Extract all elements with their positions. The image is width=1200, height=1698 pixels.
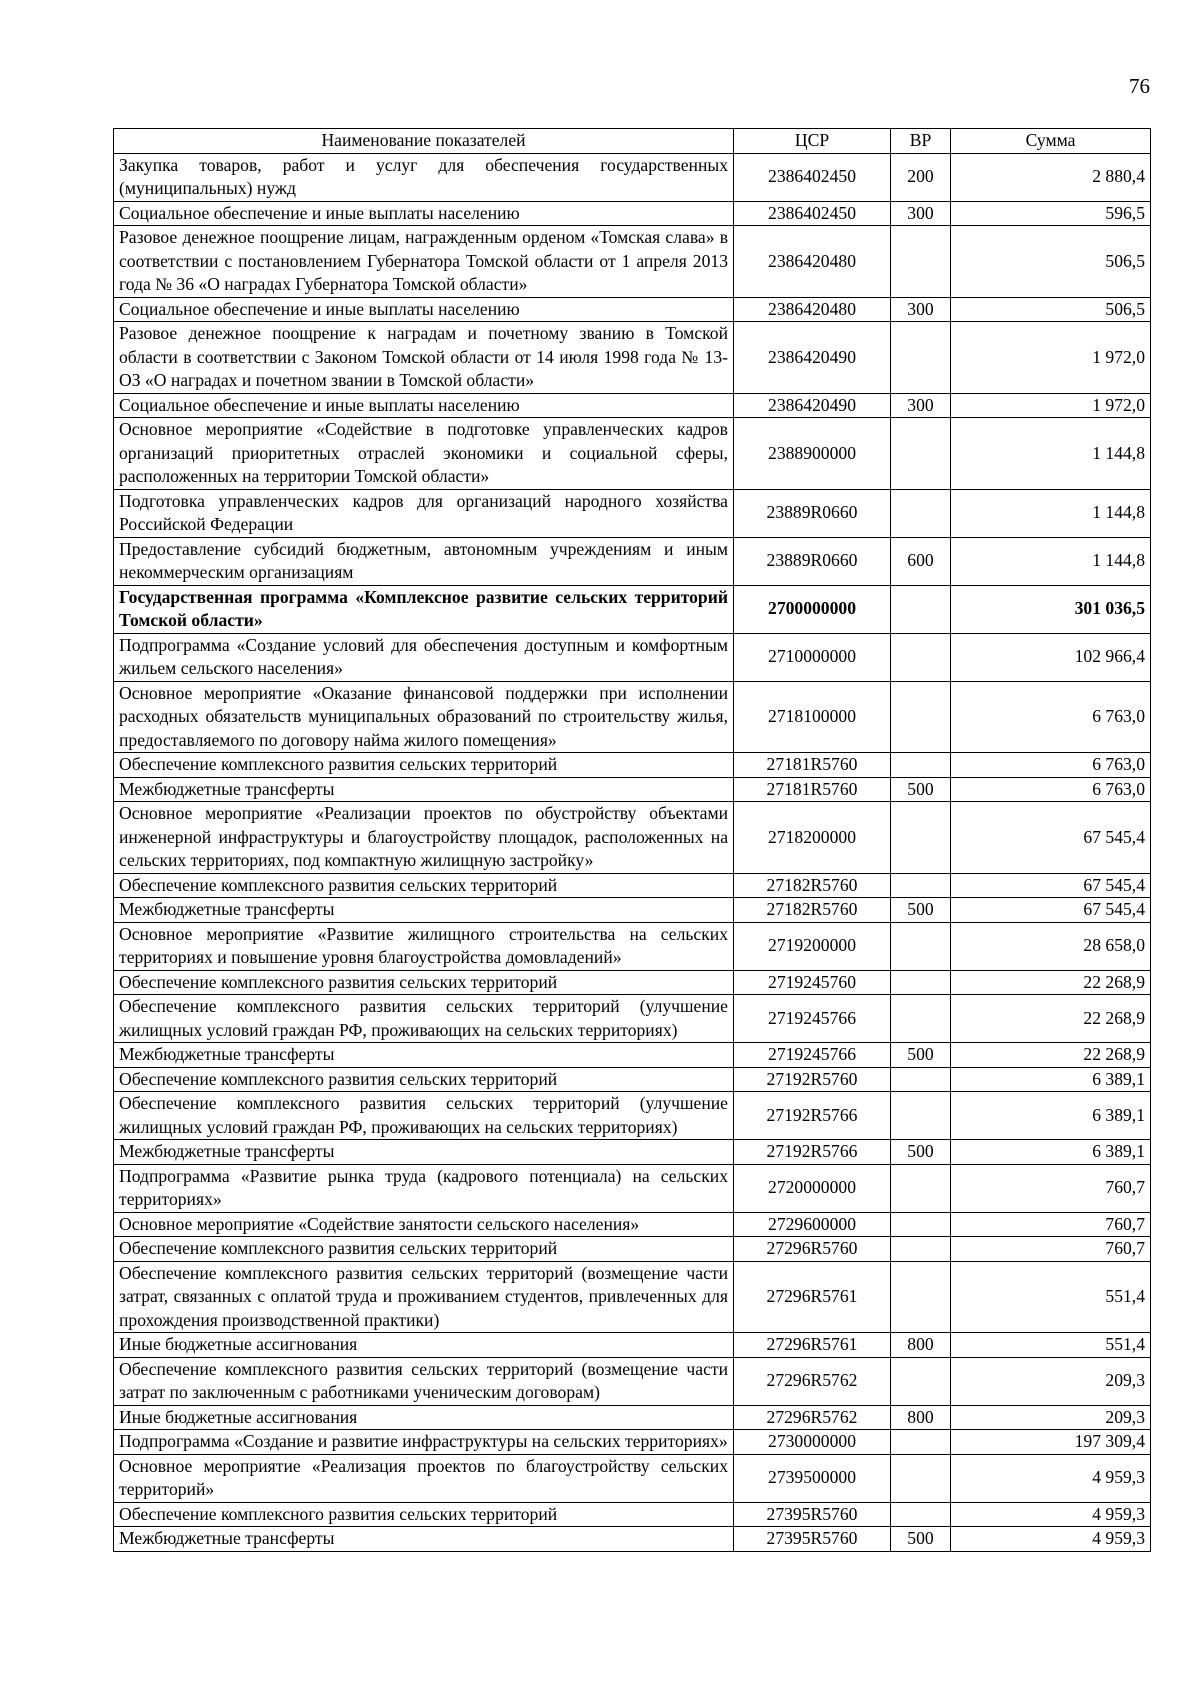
table-row: [114, 1357, 1151, 1405]
cell-sum: 6 389,1: [951, 1067, 1151, 1092]
cell-vr: [891, 1502, 951, 1527]
cell-sum: 67 545,4: [951, 802, 1151, 874]
cell-csr: 27181R5760: [734, 777, 891, 802]
cell-csr: 27192R5760: [734, 1067, 891, 1092]
cell-name: Обеспечение комплексного развития сельских территорий: [114, 1067, 734, 1092]
cell-name: Закупка товаров, работ и услуг для обеспечения государственных (муниципальных) нужд: [114, 153, 734, 201]
table-row: [114, 898, 1151, 923]
cell-name: Обеспечение комплексного развития сельских территорий (улучшение жилищных условий граждан РФ, проживающих на сельских территориях): [114, 1092, 734, 1140]
cell-vr: [891, 489, 951, 537]
cell-vr: [891, 681, 951, 753]
cell-vr: 500: [891, 1140, 951, 1165]
cell-sum: 28 658,0: [951, 922, 1151, 970]
header-csr: ЦСР: [734, 129, 891, 154]
cell-sum: 760,7: [951, 1237, 1151, 1262]
cell-csr: 23889R0660: [734, 489, 891, 537]
header-vr: ВР: [891, 129, 951, 154]
cell-csr: 2718200000: [734, 802, 891, 874]
cell-name: Разовое денежное поощрение к наградам и почетному званию в Томской области в соответствии с Законом Томской области от 14 июля 1998 года № 13-ОЗ «О наградах и почетном звании в Томской области»: [114, 322, 734, 394]
cell-sum: 551,4: [951, 1261, 1151, 1333]
cell-name: Иные бюджетные ассигнования: [114, 1405, 734, 1430]
cell-sum: 22 268,9: [951, 995, 1151, 1043]
cell-sum: 1 972,0: [951, 393, 1151, 418]
cell-name: Обеспечение комплексного развития сельских территорий: [114, 873, 734, 898]
cell-sum: 2 880,4: [951, 153, 1151, 201]
cell-vr: [891, 226, 951, 298]
cell-vr: [891, 995, 951, 1043]
cell-csr: 27192R5766: [734, 1140, 891, 1165]
table-row: [114, 1237, 1151, 1262]
cell-csr: 23889R0660: [734, 537, 891, 585]
cell-name: Основное мероприятие «Содействие занятости сельского населения»: [114, 1212, 734, 1237]
cell-name: Межбюджетные трансферты: [114, 1043, 734, 1068]
cell-csr: 27296R5762: [734, 1357, 891, 1405]
cell-name: Основное мероприятие «Реализации проектов по обустройству объектами инженерной инфраструктуры и благоустройству площадок, расположенных на сельских территориях, под компактную жилищную застройку»: [114, 802, 734, 874]
table-row: [114, 1333, 1151, 1358]
cell-vr: 500: [891, 1527, 951, 1552]
cell-name: Межбюджетные трансферты: [114, 1140, 734, 1165]
table-row: [114, 922, 1151, 970]
cell-sum: 6 389,1: [951, 1140, 1151, 1165]
cell-vr: [891, 753, 951, 778]
cell-vr: [891, 585, 951, 633]
cell-sum: 102 966,4: [951, 633, 1151, 681]
cell-name: Предоставление субсидий бюджетным, автономным учреждениям и иным некоммерческим организациям: [114, 537, 734, 585]
cell-csr: 2386420480: [734, 226, 891, 298]
cell-csr: 2388900000: [734, 418, 891, 490]
cell-csr: 2386402450: [734, 201, 891, 226]
cell-name: Обеспечение комплексного развития сельских территорий (улучшение жилищных условий граждан РФ, проживающих на сельских территориях): [114, 995, 734, 1043]
cell-csr: 2729600000: [734, 1212, 891, 1237]
cell-vr: [891, 1212, 951, 1237]
cell-name: Социальное обеспечение и иные выплаты населению: [114, 297, 734, 322]
cell-sum: 209,3: [951, 1405, 1151, 1430]
table-row: [114, 537, 1151, 585]
cell-csr: 27182R5760: [734, 898, 891, 923]
table-row: [114, 418, 1151, 490]
table-row: [114, 1454, 1151, 1502]
cell-name: Разовое денежное поощрение лицам, награжденным орденом «Томская слава» в соответствии с постановлением Губернатора Томской области от 1 апреля 2013 года № 36 «О наградах Губернатора Томской области»: [114, 226, 734, 298]
page-number: 76: [1129, 74, 1150, 98]
table-row: [114, 995, 1151, 1043]
table-row: [114, 1140, 1151, 1165]
cell-sum: 4 959,3: [951, 1502, 1151, 1527]
cell-sum: 6 763,0: [951, 753, 1151, 778]
table-row: [114, 753, 1151, 778]
cell-name: Обеспечение комплексного развития сельских территорий (возмещение части затрат, связанных с оплатой труда и проживанием студентов, привлеченных для прохождения производственной практики): [114, 1261, 734, 1333]
cell-vr: [891, 1067, 951, 1092]
cell-vr: [891, 1092, 951, 1140]
table-row: [114, 681, 1151, 753]
cell-name: Обеспечение комплексного развития сельских территорий: [114, 1502, 734, 1527]
cell-vr: 500: [891, 898, 951, 923]
cell-vr: [891, 873, 951, 898]
table-row: [114, 633, 1151, 681]
cell-name: Обеспечение комплексного развития сельских территорий: [114, 1237, 734, 1262]
table-row: [114, 1502, 1151, 1527]
cell-sum: 4 959,3: [951, 1454, 1151, 1502]
cell-name: Социальное обеспечение и иные выплаты населению: [114, 393, 734, 418]
cell-name: Подпрограмма «Развитие рынка труда (кадрового потенциала) на сельских территориях»: [114, 1164, 734, 1212]
cell-csr: 2386420480: [734, 297, 891, 322]
cell-vr: [891, 922, 951, 970]
cell-sum: 6 389,1: [951, 1092, 1151, 1140]
cell-vr: 300: [891, 297, 951, 322]
cell-vr: [891, 1357, 951, 1405]
cell-sum: 6 763,0: [951, 681, 1151, 753]
table-row: [114, 226, 1151, 298]
cell-name: Обеспечение комплексного развития сельских территорий (возмещение части затрат по заключенным с работниками ученическим договорам): [114, 1357, 734, 1405]
cell-csr: 2710000000: [734, 633, 891, 681]
cell-csr: 2386402450: [734, 153, 891, 201]
cell-name: Подпрограмма «Создание условий для обеспечения доступным и комфортным жильем сельского населения»: [114, 633, 734, 681]
cell-csr: 27192R5766: [734, 1092, 891, 1140]
cell-csr: 27296R5761: [734, 1333, 891, 1358]
table-row: [114, 970, 1151, 995]
cell-sum: 551,4: [951, 1333, 1151, 1358]
table-row: [114, 802, 1151, 874]
cell-vr: 600: [891, 537, 951, 585]
cell-name: Обеспечение комплексного развития сельских территорий: [114, 753, 734, 778]
cell-csr: 2719200000: [734, 922, 891, 970]
table-row: [114, 1261, 1151, 1333]
cell-name: Подпрограмма «Создание и развитие инфраструктуры на сельских территориях»: [114, 1430, 734, 1455]
cell-vr: [891, 1454, 951, 1502]
cell-csr: 2719245766: [734, 995, 891, 1043]
cell-vr: [891, 802, 951, 874]
cell-vr: [891, 970, 951, 995]
table-row: [114, 1212, 1151, 1237]
table-row: [114, 201, 1151, 226]
cell-vr: 500: [891, 777, 951, 802]
cell-sum: 67 545,4: [951, 898, 1151, 923]
table-row: [114, 1092, 1151, 1140]
cell-name: Подготовка управленческих кадров для организаций народного хозяйства Российской Федерации: [114, 489, 734, 537]
cell-name: Основное мероприятие «Реализация проектов по благоустройству сельских территорий»: [114, 1454, 734, 1502]
cell-vr: [891, 322, 951, 394]
cell-vr: [891, 1164, 951, 1212]
cell-sum: 1 144,8: [951, 418, 1151, 490]
table-row: [114, 1430, 1151, 1455]
cell-sum: 197 309,4: [951, 1430, 1151, 1455]
header-sum: Сумма: [951, 129, 1151, 154]
cell-csr: 2720000000: [734, 1164, 891, 1212]
cell-csr: 2386420490: [734, 393, 891, 418]
cell-csr: 2739500000: [734, 1454, 891, 1502]
cell-name: Межбюджетные трансферты: [114, 777, 734, 802]
cell-sum: 22 268,9: [951, 970, 1151, 995]
cell-vr: 300: [891, 393, 951, 418]
cell-csr: 2386420490: [734, 322, 891, 394]
table-body: [114, 153, 1151, 1551]
cell-csr: 27296R5761: [734, 1261, 891, 1333]
cell-sum: 506,5: [951, 297, 1151, 322]
cell-vr: [891, 1261, 951, 1333]
cell-name: Межбюджетные трансферты: [114, 898, 734, 923]
table-row: [114, 1067, 1151, 1092]
cell-name: Иные бюджетные ассигнования: [114, 1333, 734, 1358]
table-row: [114, 1405, 1151, 1430]
cell-vr: [891, 1430, 951, 1455]
table-row: [114, 297, 1151, 322]
cell-vr: 200: [891, 153, 951, 201]
cell-csr: 27395R5760: [734, 1527, 891, 1552]
cell-csr: 2719245766: [734, 1043, 891, 1068]
table-row: [114, 153, 1151, 201]
cell-csr: 2719245760: [734, 970, 891, 995]
cell-sum: 1 144,8: [951, 489, 1151, 537]
table-row: [114, 1043, 1151, 1068]
table-row: [114, 322, 1151, 394]
cell-name: Основное мероприятие «Развитие жилищного строительства на сельских территориях и повышение уровня благоустройства домовладений»: [114, 922, 734, 970]
cell-vr: 800: [891, 1405, 951, 1430]
cell-sum: 1 144,8: [951, 537, 1151, 585]
header-name: Наименование показателей: [114, 129, 734, 154]
cell-vr: [891, 1237, 951, 1262]
cell-csr: 2700000000: [734, 585, 891, 633]
cell-sum: 67 545,4: [951, 873, 1151, 898]
cell-csr: 2730000000: [734, 1430, 891, 1455]
cell-name: Обеспечение комплексного развития сельских территорий: [114, 970, 734, 995]
cell-sum: 1 972,0: [951, 322, 1151, 394]
table-row: [114, 777, 1151, 802]
cell-csr: 27296R5760: [734, 1237, 891, 1262]
cell-vr: 300: [891, 201, 951, 226]
cell-sum: 6 763,0: [951, 777, 1151, 802]
cell-vr: 800: [891, 1333, 951, 1358]
cell-sum: 760,7: [951, 1212, 1151, 1237]
table-row: [114, 489, 1151, 537]
cell-sum: 760,7: [951, 1164, 1151, 1212]
cell-csr: 27395R5760: [734, 1502, 891, 1527]
table-header-row: [114, 129, 1151, 154]
cell-vr: 500: [891, 1043, 951, 1068]
cell-name: Межбюджетные трансферты: [114, 1527, 734, 1552]
table-row: [114, 393, 1151, 418]
cell-sum: 301 036,5: [951, 585, 1151, 633]
cell-csr: 27296R5762: [734, 1405, 891, 1430]
cell-sum: 506,5: [951, 226, 1151, 298]
cell-sum: 596,5: [951, 201, 1151, 226]
cell-sum: 4 959,3: [951, 1527, 1151, 1552]
cell-csr: 2718100000: [734, 681, 891, 753]
table-row: [114, 1164, 1151, 1212]
cell-name: Основное мероприятие «Содействие в подготовке управленческих кадров организаций приоритетных отраслей экономики и социальной сферы, расположенных на территории Томской области»: [114, 418, 734, 490]
table-row: [114, 873, 1151, 898]
cell-sum: 209,3: [951, 1357, 1151, 1405]
cell-sum: 22 268,9: [951, 1043, 1151, 1068]
table-row: [114, 585, 1151, 633]
cell-name: Основное мероприятие «Оказание финансовой поддержки при исполнении расходных обязательств муниципальных образований по строительству жилья, предоставляемого по договору найма жилого помещения»: [114, 681, 734, 753]
cell-name: Социальное обеспечение и иные выплаты населению: [114, 201, 734, 226]
budget-table: [113, 128, 1151, 1552]
cell-csr: 27181R5760: [734, 753, 891, 778]
cell-vr: [891, 418, 951, 490]
cell-vr: [891, 633, 951, 681]
cell-csr: 27182R5760: [734, 873, 891, 898]
cell-name: Государственная программа «Комплексное развитие сельских территорий Томской области»: [114, 585, 734, 633]
table-row: [114, 1527, 1151, 1552]
